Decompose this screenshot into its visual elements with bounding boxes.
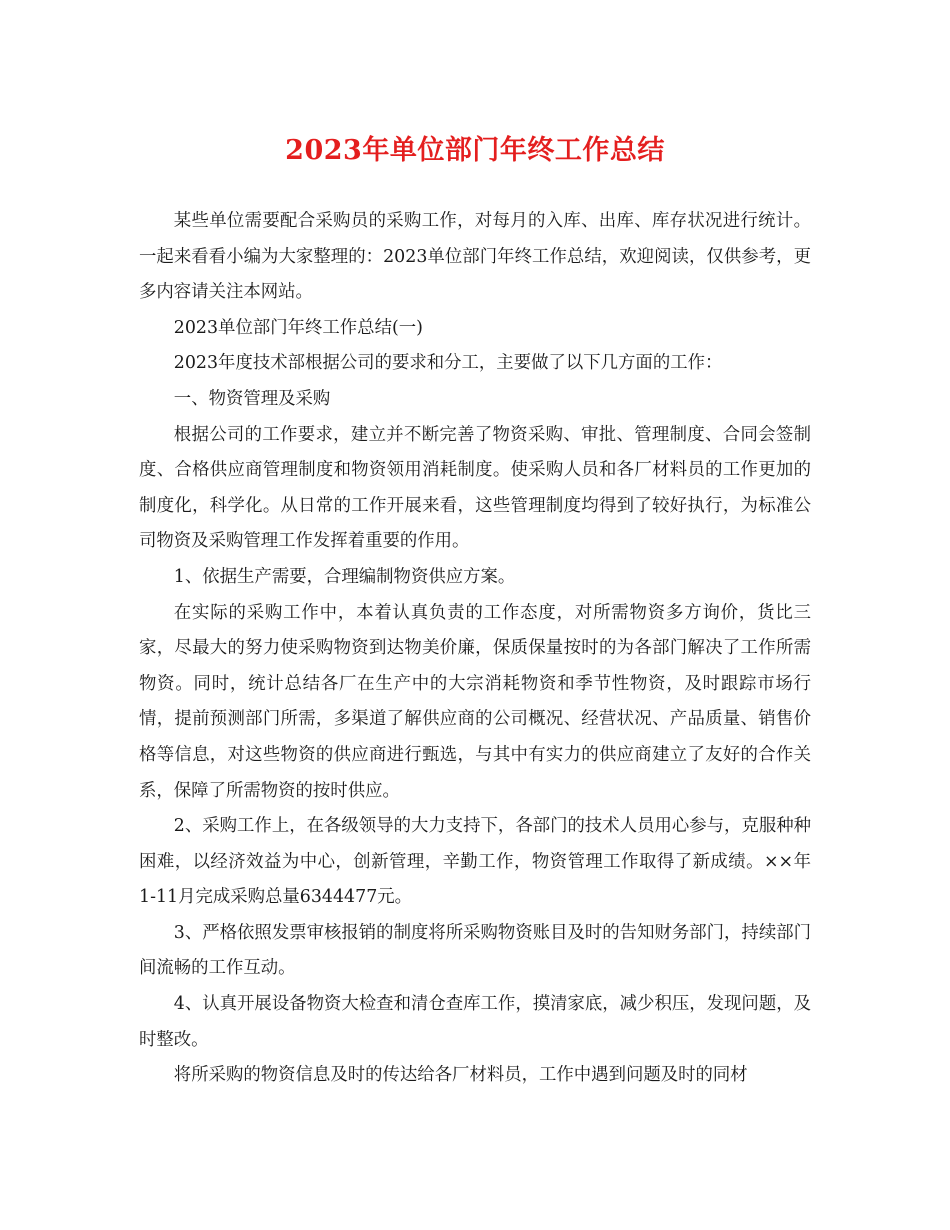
paragraph-subheading-materials: 一、物资管理及采购 bbox=[173, 388, 331, 409]
document-title: 2023年单位部门年终工作总结 bbox=[285, 135, 665, 166]
paragraph-intro: 某些单位需要配合采购员的采购工作，对每月的入库、出库、库存状况进行统计。一起来看看小编为大家整理的：2023单位部门年终工作总结，欢迎阅读，仅供参考，更多内容请关注本网站。 bbox=[139, 211, 811, 303]
paragraph-procurement-practice: 在实际的采购工作中，本着认真负责的工作态度，对所需物资多方询价，货比三家，尽最大的努力使采购物资到达物美价廉，保质保量按时的为各部门解决了工作所需物资。同时，统计总结各厂在生产中的大宗消耗物资和季节性物资，及时跟踪市场行情，提前预测部门所需，多渠道了解供应商的公司概况、经营状况、产品质量、销售价格等信息，对这些物资的供应商进行甄选，与其中有实力的供应商建立了友好的合作关系，保障了所需物资的按时供应。 bbox=[139, 602, 811, 801]
paragraph-item-1: 1、依据生产需要，合理编制物资供应方案。 bbox=[173, 566, 516, 587]
paragraph-item-2: 2、采购工作上，在各级领导的大力支持下，各部门的技术人员用心参与，克服种种困难，以经济效益为中心，创新管理，辛勤工作，物资管理工作取得了新成绩。××年1-11月完成采购总量6344477元。 bbox=[139, 816, 811, 908]
document-body bbox=[139, 204, 811, 1094]
paragraph-section-heading: 2023单位部门年终工作总结(一) bbox=[173, 317, 423, 338]
paragraph-continuation: 将所采购的物资信息及时的传达给各厂材料员，工作中遇到问题及时的同材 bbox=[173, 1065, 748, 1086]
paragraph-item-3: 3、严格依照发票审核报销的制度将所采购物资账目及时的告知财务部门，持续部门间流畅的工作互动。 bbox=[139, 922, 811, 979]
paragraph-overview: 2023年度技术部根据公司的要求和分工，主要做了以下几方面的工作： bbox=[173, 353, 723, 374]
paragraph-management-system: 根据公司的工作要求，建立并不断完善了物资采购、审批、管理制度、合同会签制度、合格供应商管理制度和物资领用消耗制度。使采购人员和各厂材料员的工作更加的制度化，科学化。从日常的工作开展来看，这些管理制度均得到了较好执行，为标准公司物资及采购管理工作发挥着重要的作用。 bbox=[139, 424, 811, 552]
paragraph-item-4: 4、认真开展设备物资大检查和清仓查库工作，摸清家底，减少积压，发现问题，及时整改。 bbox=[139, 994, 811, 1050]
